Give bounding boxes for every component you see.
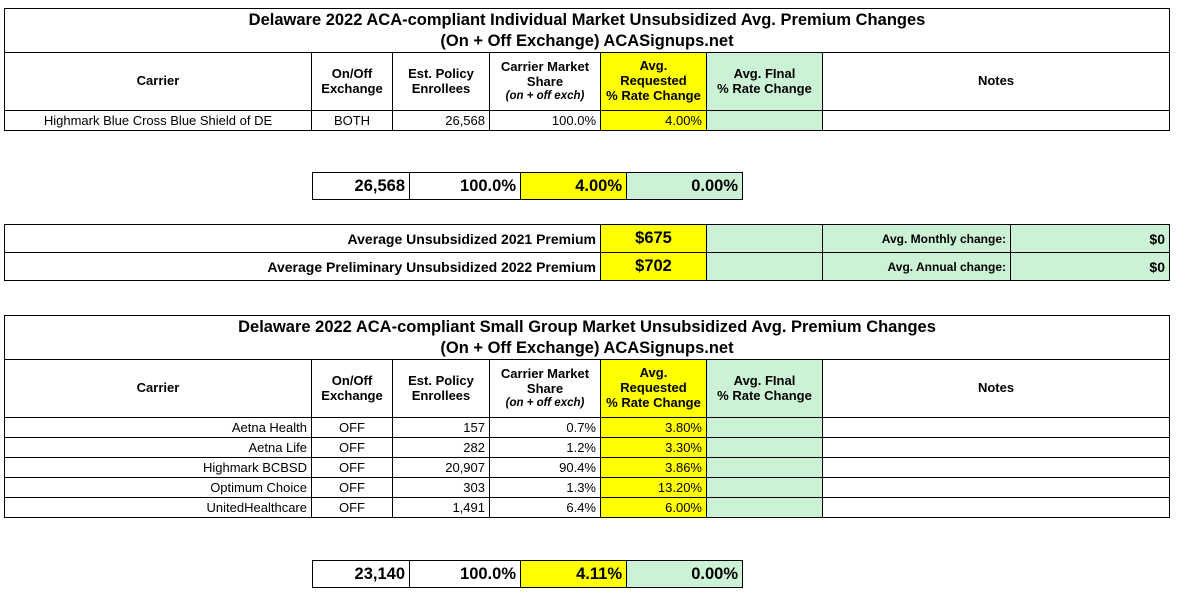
header-requested-line3: % Rate Change xyxy=(606,395,701,411)
header-enrollees xyxy=(393,53,490,111)
header-exchange xyxy=(312,360,393,418)
cell-exchange: OFF xyxy=(312,458,393,478)
table-row xyxy=(5,438,1170,458)
header-final-line2: % Rate Change xyxy=(717,387,812,403)
totals-market-share: 100.0% xyxy=(410,561,521,588)
cell-final-rate xyxy=(707,111,823,131)
cell-requested-rate: 3.86% xyxy=(601,458,707,478)
totals-enrollees: 23,140 xyxy=(313,561,410,588)
header-share-line2: Share xyxy=(526,74,564,90)
individual-summary-block xyxy=(4,224,1170,281)
summary-final-2022 xyxy=(707,253,823,281)
cell-enrollees: 1,491 xyxy=(393,498,490,518)
cell-enrollees: 157 xyxy=(393,418,490,438)
cell-carrier: Highmark Blue Cross Blue Shield of DE xyxy=(5,111,312,131)
cell-requested-rate: 3.30% xyxy=(601,438,707,458)
cell-final-rate xyxy=(707,438,823,458)
cell-market-share: 1.2% xyxy=(490,438,601,458)
individual-title xyxy=(5,9,1170,53)
cell-carrier: Aetna Health xyxy=(5,418,312,438)
header-enrollees-line1: Est. Policy xyxy=(408,65,474,81)
cell-final-rate xyxy=(707,418,823,438)
table-row xyxy=(5,418,1170,438)
cell-exchange: OFF xyxy=(312,438,393,458)
cell-requested-rate: 4.00% xyxy=(601,111,707,131)
individual-market-block xyxy=(4,8,1170,131)
summary-annual-change-value: $0 xyxy=(1011,253,1170,281)
header-requested-line1: Avg. xyxy=(639,365,668,381)
cell-final-rate xyxy=(707,458,823,478)
summary-annual-change-label: Avg. Annual change: xyxy=(823,253,1011,281)
header-exchange xyxy=(312,53,393,111)
cell-enrollees: 282 xyxy=(393,438,490,458)
table-row xyxy=(5,111,1170,131)
summary-row-2021 xyxy=(5,225,1170,253)
individual-header-row xyxy=(5,53,1170,111)
table-row xyxy=(5,498,1170,518)
totals-row xyxy=(313,173,743,200)
cell-exchange: OFF xyxy=(312,478,393,498)
header-exchange-line2: Exchange xyxy=(321,387,383,403)
header-final-rate-change xyxy=(707,360,823,418)
header-requested-line2: Requested xyxy=(620,73,687,89)
individual-title-row xyxy=(5,9,1170,53)
totals-requested-rate: 4.11% xyxy=(521,561,627,588)
header-market-share xyxy=(490,360,601,418)
header-final-line1: Avg. FInal xyxy=(733,372,796,388)
cell-carrier: Optimum Choice xyxy=(5,478,312,498)
cell-notes xyxy=(823,418,1170,438)
summary-monthly-change-value: $0 xyxy=(1011,225,1170,253)
header-final-line1: Avg. FInal xyxy=(733,65,796,81)
header-final-line2: % Rate Change xyxy=(717,80,812,96)
header-share-line1: Carrier Market xyxy=(500,366,590,382)
totals-market-share: 100.0% xyxy=(410,173,521,200)
small-group-title xyxy=(5,316,1170,360)
individual-totals-block xyxy=(312,172,743,200)
individual-market-table xyxy=(4,8,1170,131)
cell-final-rate xyxy=(707,478,823,498)
cell-carrier: UnitedHealthcare xyxy=(5,498,312,518)
header-requested-line3: % Rate Change xyxy=(606,88,701,104)
cell-market-share: 6.4% xyxy=(490,498,601,518)
header-share-line2: Share xyxy=(526,381,564,397)
totals-requested-rate: 4.00% xyxy=(521,173,627,200)
cell-requested-rate: 3.80% xyxy=(601,418,707,438)
cell-notes xyxy=(823,438,1170,458)
cell-notes xyxy=(823,498,1170,518)
cell-requested-rate: 13.20% xyxy=(601,478,707,498)
summary-monthly-change-label: Avg. Monthly change: xyxy=(823,225,1011,253)
summary-value-2021: $675 xyxy=(601,225,707,253)
header-final-rate-change xyxy=(707,53,823,111)
small-group-totals-table xyxy=(312,560,743,588)
totals-enrollees: 26,568 xyxy=(313,173,410,200)
summary-label-2021: Average Unsubsidized 2021 Premium xyxy=(5,225,601,253)
small-group-title-line1: Delaware 2022 ACA-compliant Small Group Market Unsubsidized Avg. Premium Changes xyxy=(238,318,936,336)
header-exchange-line1: On/Off xyxy=(331,372,373,388)
small-group-title-row xyxy=(5,316,1170,360)
header-enrollees-line2: Enrollees xyxy=(411,80,471,96)
cell-final-rate xyxy=(707,498,823,518)
cell-enrollees: 303 xyxy=(393,478,490,498)
table-row xyxy=(5,478,1170,498)
cell-notes xyxy=(823,111,1170,131)
totals-final-rate: 0.00% xyxy=(627,561,743,588)
small-group-market-table xyxy=(4,315,1170,518)
cell-market-share: 0.7% xyxy=(490,418,601,438)
individual-title-line2: (On + Off Exchange) ACASignups.net xyxy=(440,31,734,50)
cell-exchange: BOTH xyxy=(312,111,393,131)
cell-market-share: 100.0% xyxy=(490,111,601,131)
header-share-line1: Carrier Market xyxy=(500,59,590,75)
individual-totals-table xyxy=(312,172,743,200)
header-share-sub: (on + off exch) xyxy=(505,397,585,410)
small-group-totals-block xyxy=(312,560,743,588)
cell-market-share: 1.3% xyxy=(490,478,601,498)
totals-final-rate: 0.00% xyxy=(627,173,743,200)
header-requested-rate-change xyxy=(601,53,707,111)
cell-market-share: 90.4% xyxy=(490,458,601,478)
table-row xyxy=(5,458,1170,478)
summary-label-2022: Average Preliminary Unsubsidized 2022 Premium xyxy=(5,253,601,281)
summary-final-2021 xyxy=(707,225,823,253)
cell-enrollees: 26,568 xyxy=(393,111,490,131)
header-carrier: Carrier xyxy=(5,360,312,418)
header-notes: Notes xyxy=(823,360,1170,418)
header-enrollees-line2: Enrollees xyxy=(411,387,471,403)
header-carrier: Carrier xyxy=(5,53,312,111)
cell-notes xyxy=(823,458,1170,478)
header-exchange-line1: On/Off xyxy=(331,65,373,81)
header-market-share xyxy=(490,53,601,111)
small-group-title-line2: (On + Off Exchange) ACASignups.net xyxy=(440,338,734,357)
cell-requested-rate: 6.00% xyxy=(601,498,707,518)
header-requested-line1: Avg. xyxy=(639,58,668,74)
header-exchange-line2: Exchange xyxy=(321,80,383,96)
cell-enrollees: 20,907 xyxy=(393,458,490,478)
summary-row-2022 xyxy=(5,253,1170,281)
header-requested-line2: Requested xyxy=(620,380,687,396)
header-share-sub: (on + off exch) xyxy=(505,90,585,103)
header-enrollees-line1: Est. Policy xyxy=(408,372,474,388)
individual-title-line1: Delaware 2022 ACA-compliant Individual Market Unsubsidized Avg. Premium Changes xyxy=(248,11,926,29)
individual-summary-table xyxy=(4,224,1170,281)
small-group-header-row xyxy=(5,360,1170,418)
cell-exchange: OFF xyxy=(312,498,393,518)
totals-row xyxy=(313,561,743,588)
small-group-market-block xyxy=(4,315,1170,518)
summary-value-2022: $702 xyxy=(601,253,707,281)
cell-exchange: OFF xyxy=(312,418,393,438)
cell-carrier: Highmark BCBSD xyxy=(5,458,312,478)
header-notes: Notes xyxy=(823,53,1170,111)
header-enrollees xyxy=(393,360,490,418)
header-requested-rate-change xyxy=(601,360,707,418)
cell-notes xyxy=(823,478,1170,498)
cell-carrier: Aetna Life xyxy=(5,438,312,458)
